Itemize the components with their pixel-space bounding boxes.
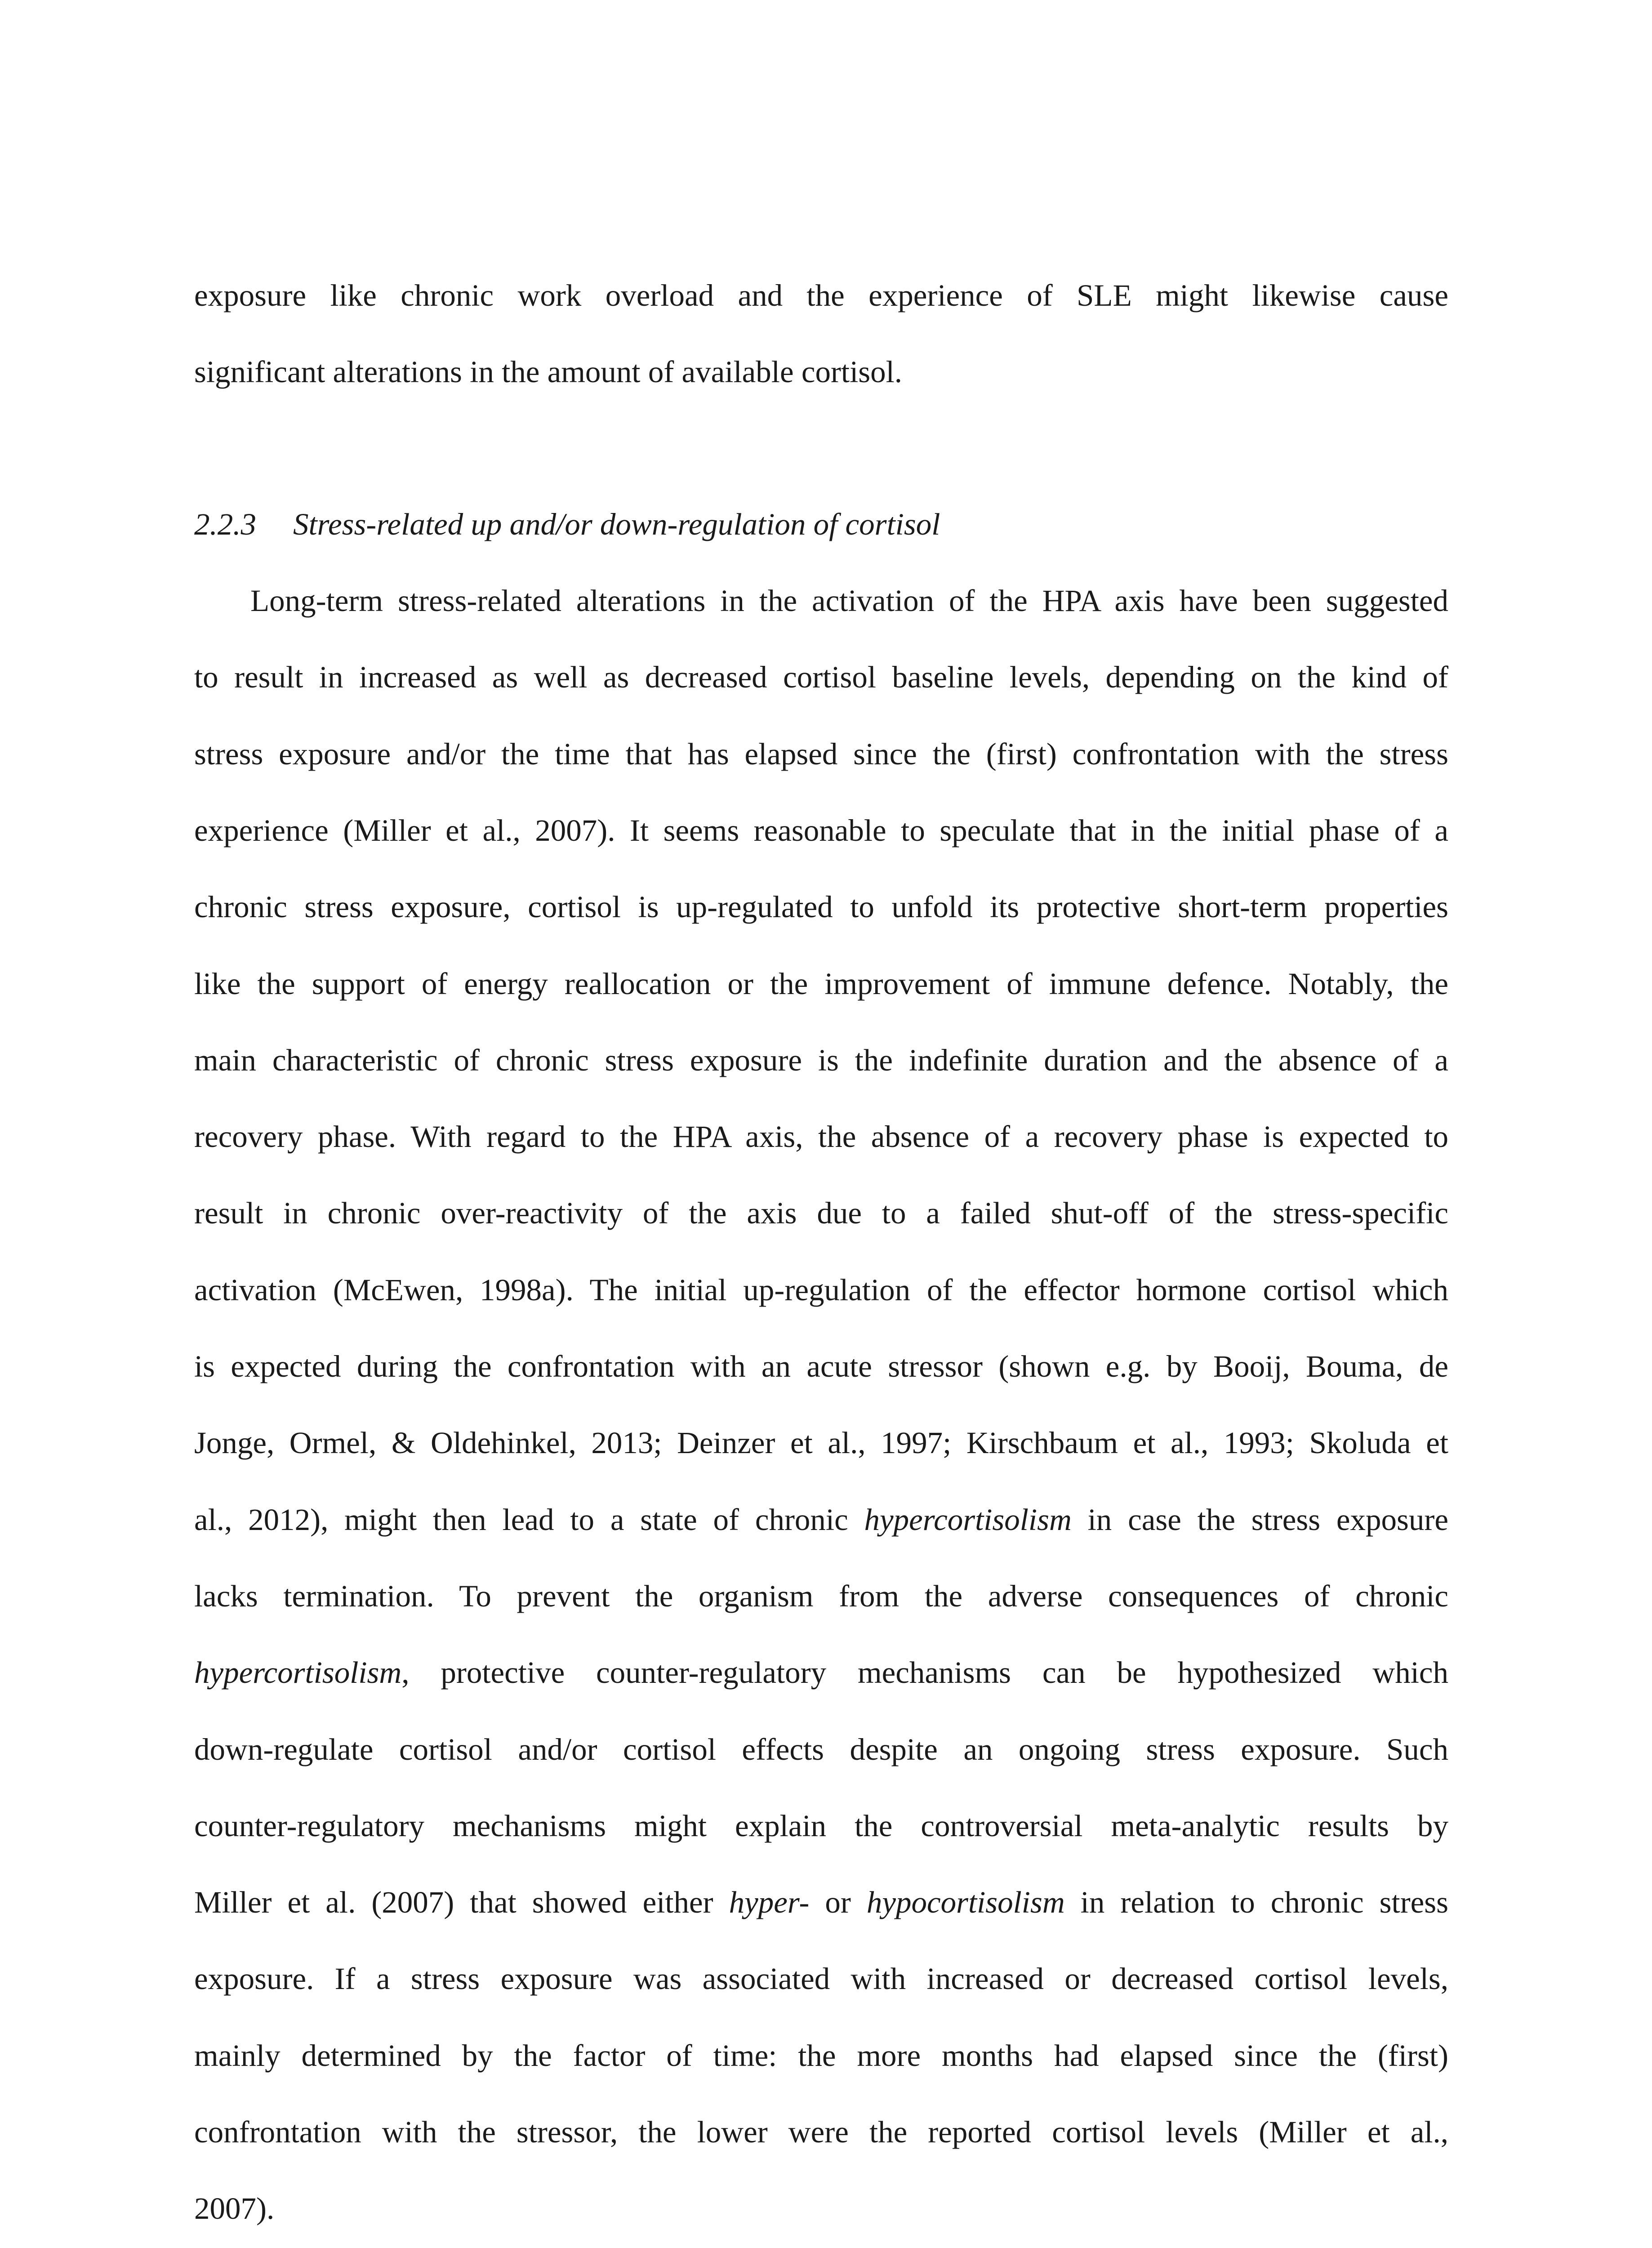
text-segment: in case the stress exposure [1071,1503,1448,1537]
text-line [194,1571,1448,1621]
text-segment: recovery phase. With regard to the HPA axis, the absence of a recovery phase is expected to [194,1120,1448,1154]
text-segment: down-regulate cortisol and/or cortisol effects despite an ongoing stress exposure. Such [194,1732,1448,1766]
text-line [194,1725,1448,1774]
italic-term: hypocortisolism [866,1885,1065,1919]
text-segment: , protective counter-regulatory mechanisms can be hypothesized which [401,1655,1448,1690]
text-line [194,1035,1448,1085]
text-segment: exposure. If a stress exposure was associated with increased or decreased cortisol levels, [194,1962,1448,1996]
text-line [194,2107,1448,2157]
text-segment: Jonge, Ormel, & Oldehinkel, 2013; Deinzer et al., 1997; Kirschbaum et al., 1993; Skoluda et [194,1426,1448,1460]
text-line: exposure like chronic work overload and the experience of SLE might likewise cause [194,278,1448,312]
text-segment: in relation to chronic stress [1064,1885,1449,1919]
text-line [194,2184,1448,2233]
text-segment: to result in increased as well as decreased cortisol baseline levels, depending on the kind of [194,660,1448,694]
text-segment: result in chronic over-reactivity of the axis due to a failed shut-off of the stress-specific [194,1196,1448,1230]
text-segment: 2007). [194,2191,275,2226]
text-segment: experience (Miller et al., 2007). It seems reasonable to speculate that in the initial phase of a [194,813,1448,847]
section-heading [194,500,940,549]
text-line [194,1112,1448,1161]
section-title: Stress-related up and/or down-regulation of cortisol [293,507,940,541]
text-segment: is expected during the confrontation with an acute stressor (shown e.g. by Booij, Bouma, de [194,1349,1448,1383]
text-line [194,1954,1448,2003]
text-line [194,652,1448,702]
text-line [194,1878,1448,1927]
italic-term: hypercortisolism [194,1655,402,1690]
italic-term: hypercortisolism [864,1503,1072,1537]
text-line [194,1801,1448,1851]
text-line [250,576,1448,625]
text-segment: main characteristic of chronic stress exposure is the indefinite duration and the absence of a [194,1043,1448,1077]
text-line [194,959,1448,1008]
text-segment: confrontation with the stressor, the lower were the reported cortisol levels (Miller et al., [194,2115,1448,2149]
text-line [194,1265,1448,1315]
text-line [194,1495,1448,1544]
text-line [194,1648,1448,1697]
text-line [194,729,1448,779]
text-segment: activation (McEwen, 1998a). The initial up-regulation of the effector hormone cortisol which [194,1273,1448,1307]
text-segment: counter-regulatory mechanisms might explain the controversial meta-analytic results by [194,1809,1448,1843]
text-segment: like the support of energy reallocation or the improvement of immune defence. Notably, the [194,967,1448,1001]
text-segment: lacks termination. To prevent the organism from the adverse consequences of chronic [194,1579,1448,1613]
section-number: 2.2.3 [194,507,256,541]
text-segment: stress exposure and/or the time that has elapsed since the (first) confrontation with the stress [194,737,1448,771]
text-line [194,806,1448,855]
text-line [194,1188,1448,1238]
text-segment: or [809,1885,867,1919]
italic-term: hyper- [729,1885,810,1919]
text-line: significant alterations in the amount of available cortisol. [194,355,903,389]
text-segment: Miller et al. (2007) that showed either [194,1885,729,1919]
text-segment: al., 2012), might then lead to a state of chronic [194,1503,864,1537]
text-segment: mainly determined by the factor of time: the more months had elapsed since the (first) [194,2038,1448,2073]
text-line [194,882,1448,932]
text-line [194,1418,1448,1467]
text-line [194,2031,1448,2080]
text-segment: chronic stress exposure, cortisol is up-regulated to unfold its protective short-term properties [194,890,1448,924]
text-segment: Long-term stress-related alterations in the activation of the HPA axis have been suggested [250,584,1448,618]
text-line [194,1342,1448,1391]
